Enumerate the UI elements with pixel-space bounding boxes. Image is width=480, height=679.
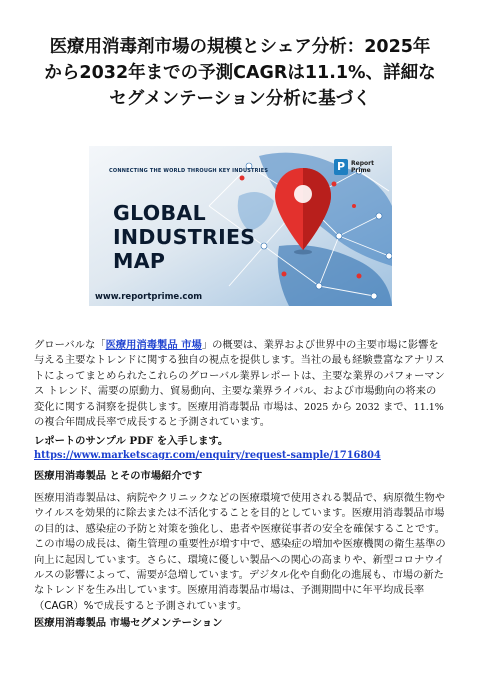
sample-label-end: を入手します。 <box>156 435 229 447</box>
logo-text-line-1: Report <box>351 160 374 167</box>
logo-mark-icon: P <box>334 159 348 175</box>
year-end: 2032 <box>355 401 380 413</box>
section-paragraph-intro: 医療用消毒製品は、病院やクリニックなどの医療環境で使用される製品で、病原微生物やウイルスを効果的に除去または不活化することを目的としています。医療用消毒製品市場の目的は、感染症の予防と対策を強化し、患者や医療従事者の安全を確保することです。この市場の成長は、衛生管理の重要性が増す中で、感染症の増加や医療機関の衛生基準の向上に起因しています。さらに、環境に優しい製品への関心の高まりや、新型コロナウイルスの影響によって、需要が急増しています。デジタル化や自動化の進展も、市場の新たなトレンドを生み出しています。医療用消毒製品市場は、予測期間中に年平均成長率（CAGR）%で成長すると予測されています。 <box>34 492 446 612</box>
section-heading-segmentation: 医療用消毒製品 市場セグメンテーション <box>34 617 223 629</box>
page-title <box>20 34 460 112</box>
banner-url: www.reportprime.com <box>95 292 203 302</box>
section-heading-intro: 医療用消毒製品 とその市場紹介です <box>34 470 203 482</box>
sample-label: レポートのサンプル <box>34 435 126 447</box>
reportprime-logo <box>334 152 384 182</box>
logo-text-line-2: Prime <box>351 167 371 174</box>
cagr-value: 11.1% <box>413 401 444 413</box>
year-start: 2025 <box>304 401 329 413</box>
sample-link[interactable]: https://www.marketscagr.com/enquiry/request-sample/1716804 <box>34 450 381 461</box>
title-line-1: 医療用消毒剤市場の規模とシェア分析：2025年 <box>49 37 431 57</box>
sample-request <box>34 434 446 463</box>
intro-paragraph <box>34 338 446 430</box>
banner-title-line-2: INDUSTRIES <box>113 225 256 249</box>
market-link[interactable]: 医療用消毒製品 市場 <box>105 339 202 351</box>
title-line-3: セグメンテーション分析に基づく <box>109 89 371 109</box>
banner-title-line-1: GLOBAL <box>113 201 206 225</box>
intro-text-mid1: から <box>328 400 356 413</box>
intro-text-body: 」の概要は、業界および世界中の主要市場に影響を与える主要なトレンドに関する独自の視点を提供します。当社の最も経験豊富なアナリストによってまとめられたこれらのグローバル業界レポートは、主要な業界のパフォーマンス トレンド、需要の原動力、貿易動向、主要な業界ライバル、および市場動向の将来の変化に関する洞察を提供します。医療用消毒製品 市場は、 <box>34 339 445 413</box>
banner-title-line-3: MAP <box>113 249 166 273</box>
logo-text <box>351 160 374 174</box>
intro-text-start: グローバルな「 <box>34 339 106 351</box>
banner-tagline: CONNECTING THE WORLD THROUGH KEY INDUSTRIES <box>109 168 269 174</box>
title-line-2: から2032年までの予測CAGRは11.1%、詳細な <box>44 63 436 83</box>
intro-text-mid2: まで、 <box>379 400 414 413</box>
sample-pdf: PDF <box>125 435 157 447</box>
banner-image <box>89 146 392 306</box>
intro-text-end: の複合年間成長率で成長すると予測されています。 <box>34 416 271 429</box>
